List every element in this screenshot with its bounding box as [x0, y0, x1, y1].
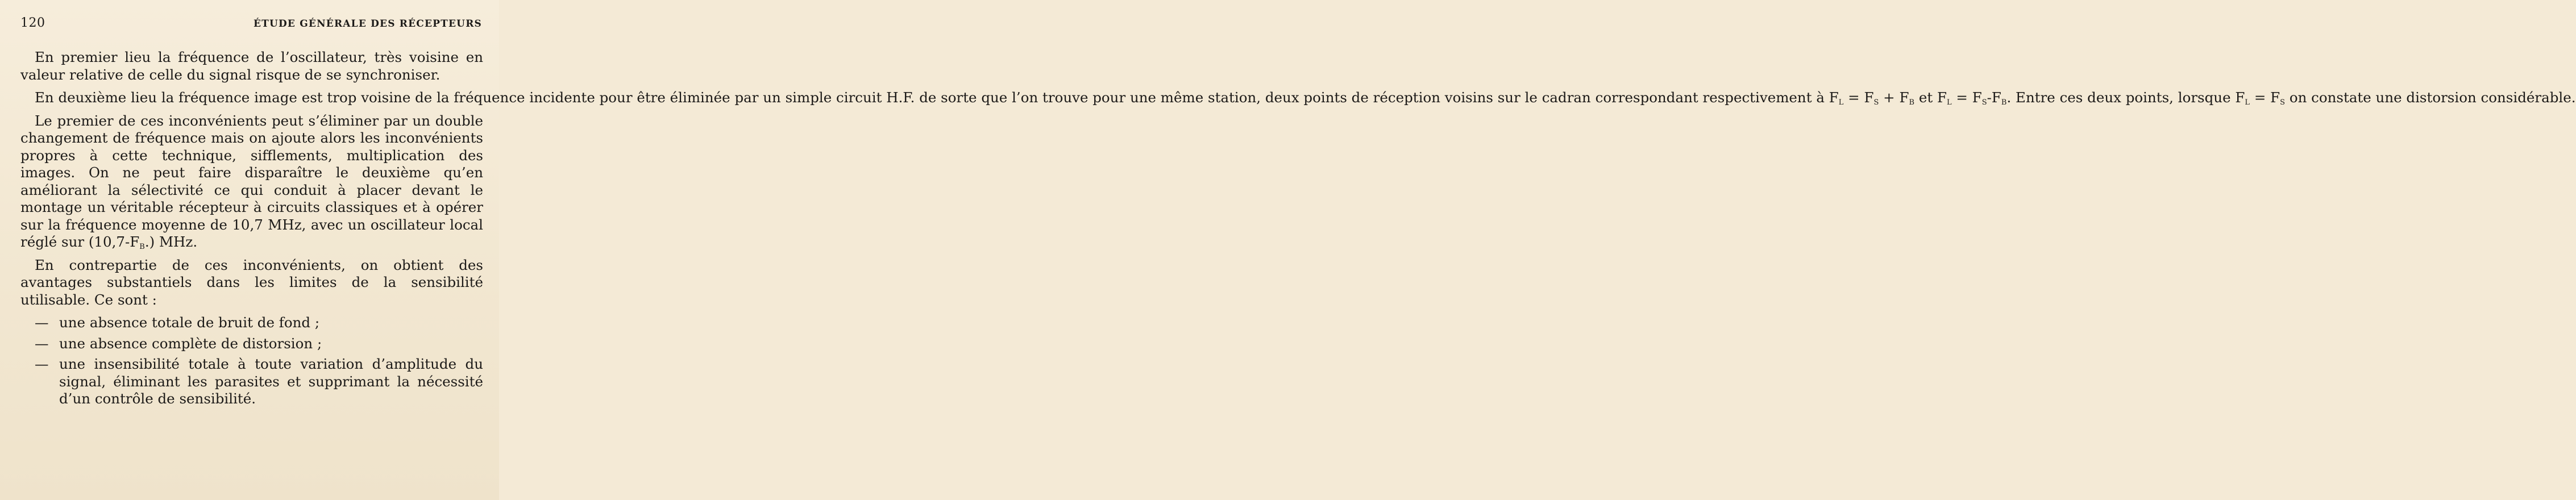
formula-fl-fs-minus-fb: $F_L = F_S-F_B$ — [1937, 89, 2007, 107]
list-item — [20, 356, 483, 408]
list-item-text: une absence totale de bruit de fond ; — [59, 314, 320, 331]
page-number: 120 — [20, 16, 45, 30]
list-item-text: une absence complète de distorsion ; — [59, 335, 322, 352]
list-dash: — — [35, 314, 49, 331]
running-head: ÉTUDE GÉNÉRALE DES RÉCEPTEURS — [253, 18, 482, 30]
paragraph-double-conversion: Le premier de ces inconvénients peut s’éliminer par un double changement de fréquence mais on ajoute alors les inconvénients propres à cette technique, sifflements, multiplication des images. On ne peut faire disparaître le deuxième qu’en améliorant la sélectivité ce qui conduit à placer devant le montage un véritable récepteur à circuits classiques et à opérer sur la fréquence moyenne de 10,7 MHz, avec un oscillateur local réglé sur $(10,7-F_B.)$ MHz. — [20, 112, 483, 251]
page-header — [20, 16, 483, 35]
list-item — [20, 335, 483, 353]
list-dash: — — [35, 356, 49, 372]
advantages-list — [20, 314, 483, 408]
paragraph-oscillator: En premier lieu la fréquence de l’oscillateur, très voisine en valeur relative de celle du signal risque de se synchroniser. — [20, 49, 483, 83]
list-dash: — — [35, 335, 49, 352]
paragraph-advantages: En contrepartie de ces inconvénients, on obtient des avantages substantiels dans les limites de la sensibilité utilisable. Ce sont : — [20, 256, 483, 308]
text-run: En deuxième lieu la fréquence image est trop voisine de la fréquence incidente pour être éliminée par un simple circuit H.F. de sorte que l’on trouve pour une même station, deux points de réception voisins sur le cadran correspondant respectivement à — [35, 89, 1829, 106]
list-item-text: une insensibilité totale à toute variation d’amplitude du signal, éliminant les parasites et supprimant la nécessité d’un contrôle de sensibilité. — [59, 356, 483, 407]
list-item — [20, 314, 483, 332]
formula-fl-fs: $F_L = F_S$ — [2235, 89, 2286, 107]
paragraph-image-frequency: En deuxième lieu la fréquence image est trop voisine de la fréquence incidente pour être éliminée par un simple circuit H.F. de sorte que l’on trouve pour une même station, deux points de réception voisins sur le cadran correspondant respectivement à $F_L = F_S + F_B$ et $F_L = F_S-F_B$. Entre ces deux points, lorsque $F_L = F_S$ on constate une distorsion considérable. — [35, 89, 2576, 107]
formula-fl-fs-fb: $F_L = F_S + F_B$ — [1829, 89, 1915, 107]
